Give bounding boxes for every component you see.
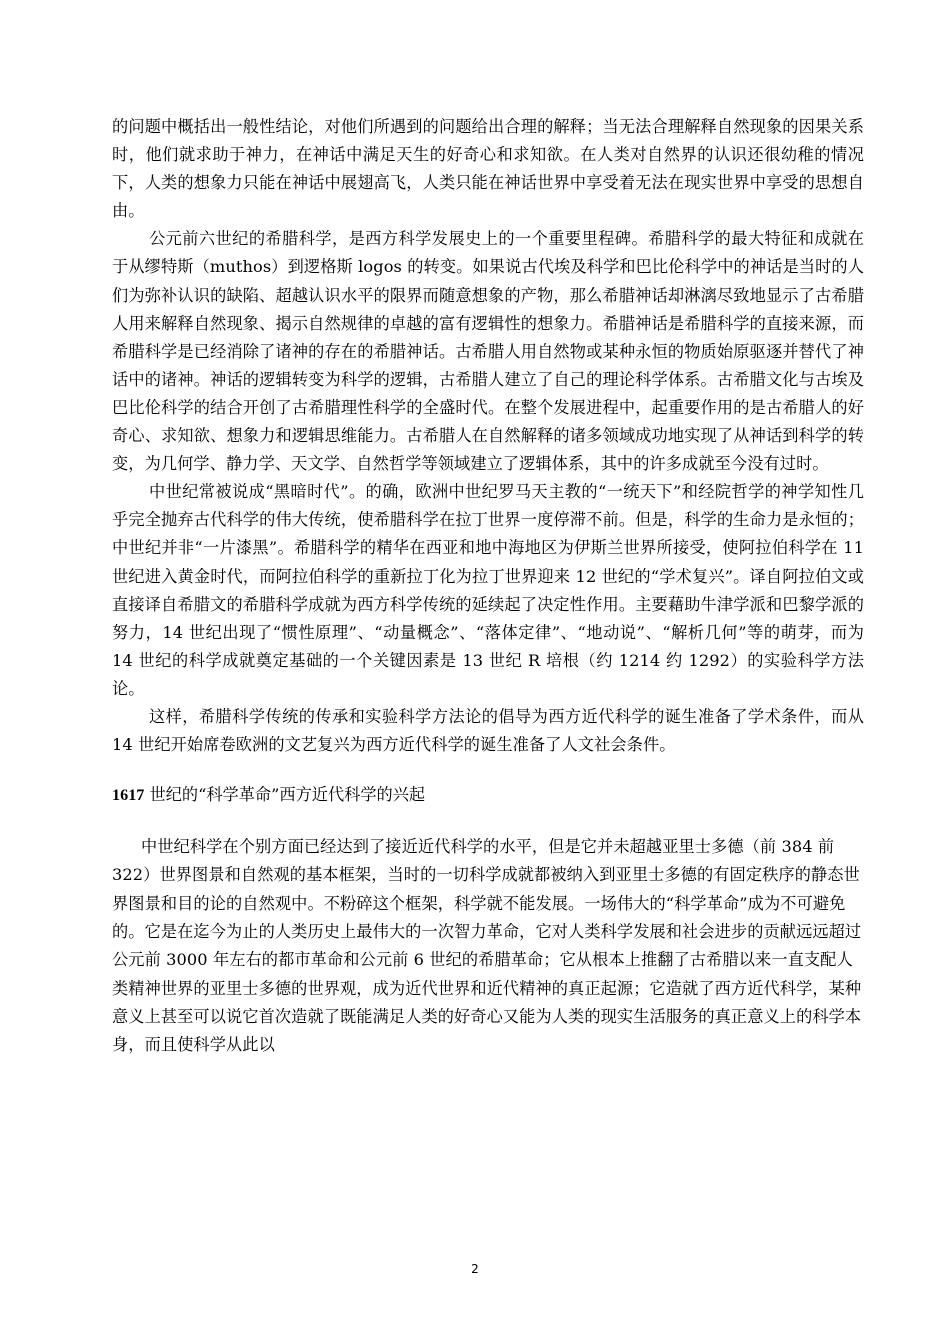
section-heading-number: 1617 (112, 786, 145, 805)
document-body (112, 113, 864, 1060)
section-heading (112, 781, 864, 809)
paragraph-myth-explanation: 的问题中概括出一般性结论，对他们所遇到的问题给出合理的解释；当无法合理解释自然现象的因果关系时，他们就求助于神力，在神话中满足天生的好奇心和求知欲。在人类对自然界的认识还很幼稚的情况下，人类的想象力只能在神话中展翅高飞，人类只能在神话世界中享受着无法在现实世界中享受的思想自由。 (112, 117, 864, 221)
paragraph-scientific-revolution: 中世纪科学在个别方面已经达到了接近近代科学的水平，但是它并未超越亚里士多德（前 384 前 322）世界图景和自然观的基本框架，当时的一切科学成就都被纳入到亚里士多德的有固定秩序的静态世界图景和目的论的自然观中。不粉碎这个框架，科学就不能发展。一场伟大的“科学革命”成为不可避免的。它是在迄今为止的人类历史上最伟大的一次智力革命，它对人类科学发展和社会进步的贡献远远超过公元前 3000 年左右的都市革命和公元前 6 世纪的希腊革命；它从根本上推翻了古希腊以来一直支配人类精神世界的亚里士多德的世界观，成为近代世界和近代精神的真正起源；它造就了西方近代科学，某种意义上甚至可以说它首次造就了既能满足人类的好奇心又能为人类的现实生活服务的真正意义上的科学本身，而且使科学从此以 (112, 837, 862, 1055)
paragraph-middle-ages: 中世纪常被说成“黑暗时代”。的确，欧洲中世纪罗马天主教的“一统天下”和经院哲学的神学知性几乎完全抛弃古代科学的伟大传统，使希腊科学在拉丁世界一度停滞不前。但是，科学的生命力是永恒的；中世纪并非“一片漆黑”。希腊科学的精华在西亚和地中海地区为伊斯兰世界所接受，使阿拉伯科学在 11 世纪进入黄金时代，而阿拉伯科学的重新拉丁化为拉丁世界迎来 12 世纪的“学术复兴”。译自阿拉伯文或直接译自希腊文的希腊科学成就为西方科学传统的延续起了决定性作用。主要藉助牛津学派和巴黎学派的努力，14 世纪出现了“惯性原理”、“动量概念”、“落体定律”、“地动说”、“解析几何”等的萌芽，而为 14 世纪的科学成就奠定基础的一个关键因素是 13 世纪 R 培根（约 1214 约 1292）的实验科学方法论。 (112, 482, 864, 698)
section-heading-text: 世纪的“科学革命”西方近代科学的兴起 (144, 785, 426, 805)
page-number: 2 (471, 1262, 479, 1276)
paragraph-conditions: 这样，希腊科学传统的传承和实验科学方法论的倡导为西方近代科学的诞生准备了学术条件，而从 14 世纪开始席卷欧洲的文艺复兴为西方近代科学的诞生准备了人文社会条件。 (112, 706, 864, 755)
section-body (112, 833, 864, 1059)
paragraph-greek-science: 公元前六世纪的希腊科学，是西方科学发展史上的一个重要里程碑。希腊科学的最大特征和成就在于从缪特斯（muthos）到逻格斯 logos 的转变。如果说古代埃及科学和巴比伦科学中的神话是当时的人们为弥补认识的缺陷、超越认识水平的限界而随意想象的产物，那么希腊神话却淋漓尽致地显示了古希腊人用来解释自然现象、揭示自然规律的卓越的富有逻辑性的想象力。希腊神话是希腊科学的直接来源，而希腊科学是已经消除了诸神的存在的希腊神话。古希腊人用自然物或某种永恒的物质始原驱逐并替代了神话中的诸神。神话的逻辑转变为科学的逻辑，古希腊人建立了自己的理论科学体系。古希腊文化与古埃及巴比伦科学的结合开创了古希腊理性科学的全盛时代。在整个发展进程中，起重要作用的是古希腊人的好奇心、求知欲、想象力和逻辑思维能力。古希腊人在自然解释的诸多领域成功地实现了从神话到科学的转变，为几何学、静力学、天文学、自然哲学等领域建立了逻辑体系，其中的许多成就至今没有过时。 (112, 229, 864, 474)
